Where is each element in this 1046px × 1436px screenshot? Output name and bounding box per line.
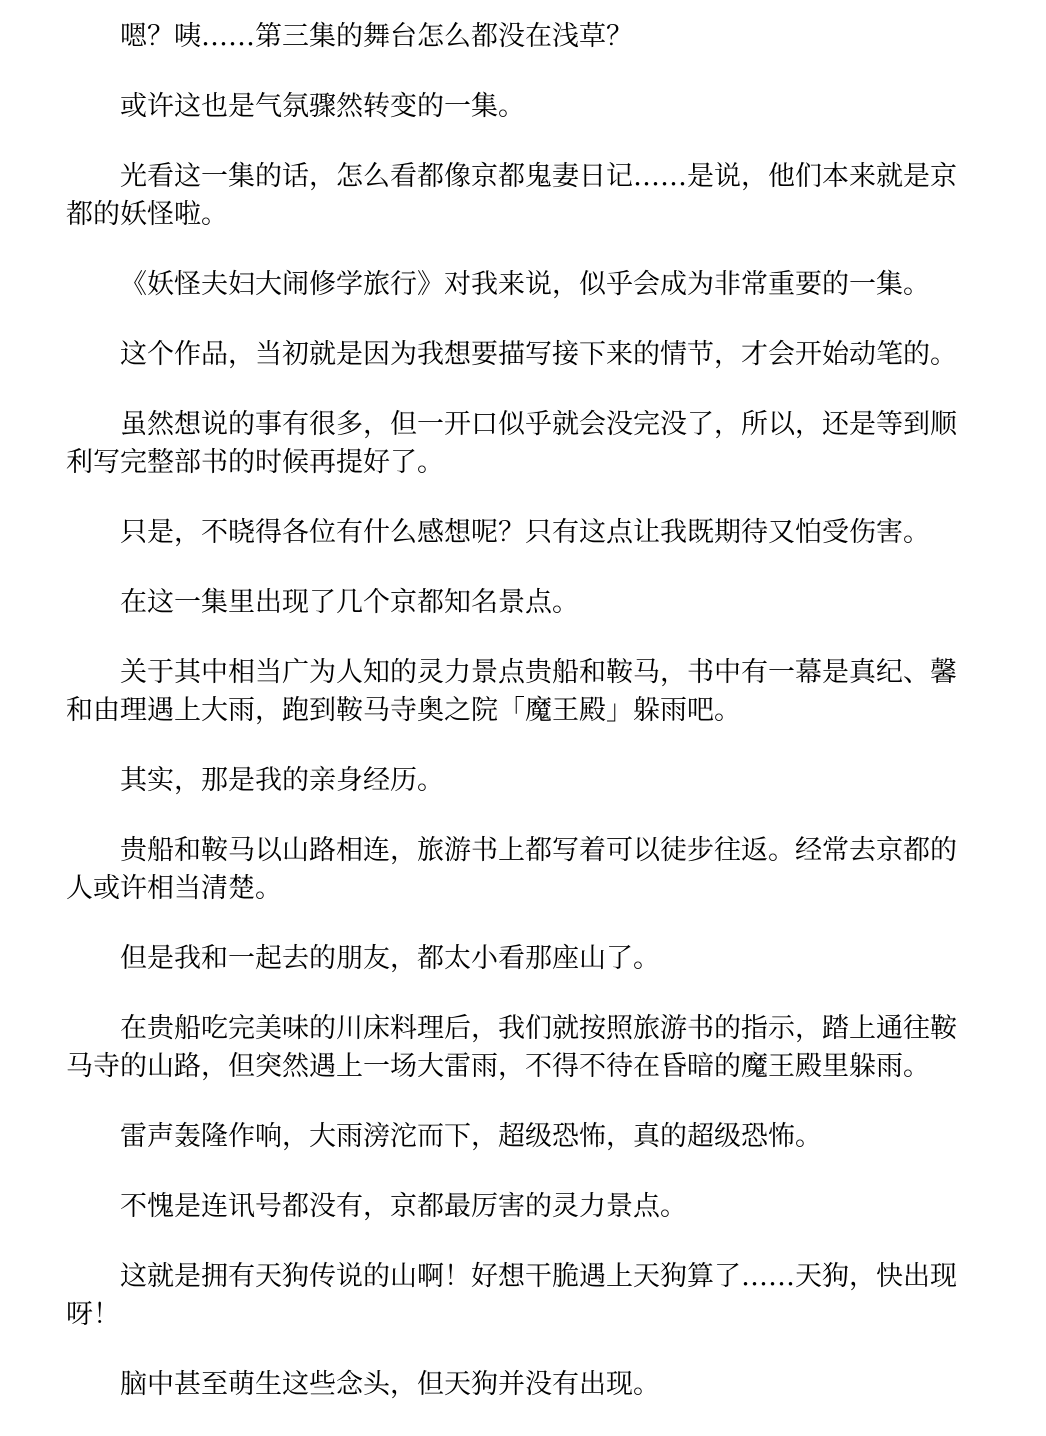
paragraph-7: 只是，不晓得各位有什么感想呢？只有这点让我既期待又怕受伤害。 <box>120 517 930 548</box>
document-page <box>66 0 980 1436</box>
paragraph-15: 不愧是连讯号都没有，京都最厉害的灵力景点。 <box>120 1191 687 1222</box>
paragraph-8: 在这一集里出现了几个京都知名景点。 <box>120 587 579 618</box>
paragraph-11: 贵船和鞍马以山路相连，旅游书上都写着可以徒步往返。经常去京都的人或许相当清楚。 <box>66 835 957 904</box>
paragraph-2: 或许这也是气氛骤然转变的一集。 <box>120 91 525 122</box>
paragraph-5: 这个作品，当初就是因为我想要描写接下来的情节，才会开始动笔的。 <box>120 339 957 370</box>
paragraph-1: 嗯？咦……第三集的舞台怎么都没在浅草？ <box>120 21 633 52</box>
paragraph-9: 关于其中相当广为人知的灵力景点贵船和鞍马，书中有一幕是真纪、馨和由理遇上大雨，跑到鞍马寺奥之院「魔王殿」躲雨吧。 <box>66 657 957 726</box>
paragraph-6: 虽然想说的事有很多，但一开口似乎就会没完没了，所以，还是等到顺利写完整部书的时候再提好了。 <box>66 409 957 478</box>
paragraph-3: 光看这一集的话，怎么看都像京都鬼妻日记……是说，他们本来就是京都的妖怪啦。 <box>66 161 957 230</box>
paragraph-4: 《妖怪夫妇大闹修学旅行》对我来说，似乎会成为非常重要的一集。 <box>120 269 930 300</box>
paragraph-16: 这就是拥有天狗传说的山啊！好想干脆遇上天狗算了……天狗，快出现呀！ <box>66 1261 957 1330</box>
paragraph-10: 其实，那是我的亲身经历。 <box>120 765 444 796</box>
paragraph-13: 在贵船吃完美味的川床料理后，我们就按照旅游书的指示，踏上通往鞍马寺的山路，但突然遇上一场大雷雨，不得不待在昏暗的魔王殿里躲雨。 <box>66 1013 957 1082</box>
paragraph-12: 但是我和一起去的朋友，都太小看那座山了。 <box>120 943 660 974</box>
paragraph-14: 雷声轰隆作响，大雨滂沱而下，超级恐怖，真的超级恐怖。 <box>120 1121 822 1152</box>
paragraph-17: 脑中甚至萌生这些念头，但天狗并没有出现。 <box>120 1369 660 1400</box>
